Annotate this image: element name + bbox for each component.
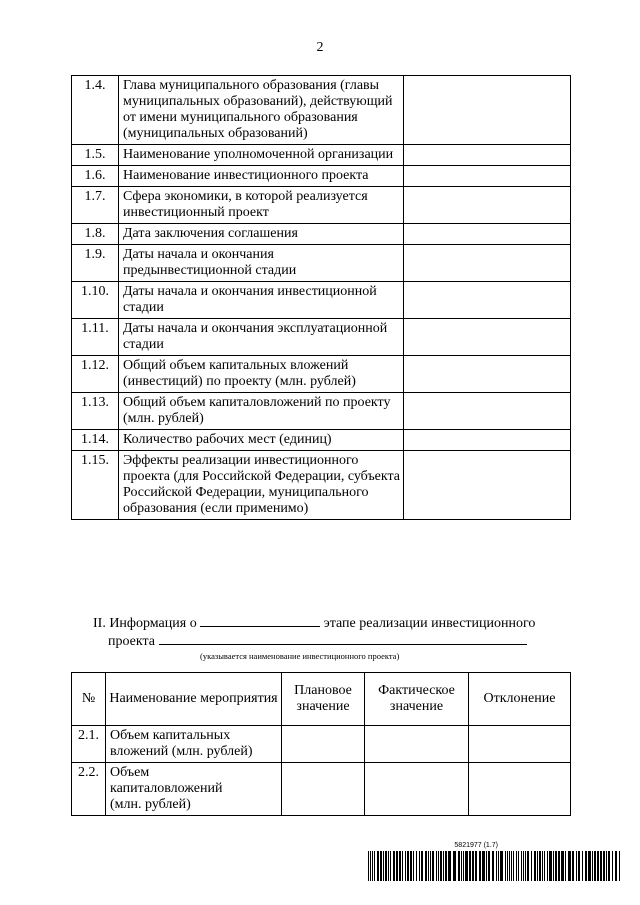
table-row <box>72 76 571 145</box>
table-row <box>72 726 571 763</box>
table-row <box>72 224 571 245</box>
barcode-code: 5821977 (1.7) <box>454 842 498 849</box>
header-actual-value: Фактическое значение <box>365 673 469 726</box>
table-row <box>72 451 571 520</box>
table-row <box>72 166 571 187</box>
table-row <box>72 245 571 282</box>
header-event-name: Наименование мероприятия <box>106 673 282 726</box>
row-value-cell[interactable] <box>404 451 571 520</box>
section-heading-line-2 <box>108 631 527 650</box>
table-row <box>72 393 571 430</box>
row-number: 1.6. <box>72 166 119 187</box>
row-number: 2.1. <box>72 726 106 763</box>
row-label: Даты начала и окончания эксплуатационной стадии <box>119 319 404 356</box>
row-number: 1.7. <box>72 187 119 224</box>
row-label: Общий объем капитальных вложений (инвестиций) по проекту (млн. рублей) <box>119 356 404 393</box>
deviation-cell[interactable] <box>469 726 571 763</box>
row-label: Глава муниципального образования (главы муниципальных образований), действующий от имени муниципального образования (муниципальных образований) <box>119 76 404 145</box>
table-header-row <box>72 673 571 726</box>
row-number: 2.2. <box>72 763 106 816</box>
stage-blank-field[interactable] <box>200 613 320 627</box>
row-number: 1.5. <box>72 145 119 166</box>
row-label: Количество рабочих мест (единиц) <box>119 430 404 451</box>
row-label: Наименование инвестиционного проекта <box>119 166 404 187</box>
row-value-cell[interactable] <box>404 356 571 393</box>
stage-info-table <box>71 672 571 816</box>
row-value-cell[interactable] <box>404 166 571 187</box>
row-value-cell[interactable] <box>404 76 571 145</box>
row-number: 1.13. <box>72 393 119 430</box>
deviation-cell[interactable] <box>469 763 571 816</box>
barcode-icon <box>368 851 620 881</box>
header-number: № <box>72 673 106 726</box>
row-label: Сфера экономики, в которой реализуется инвестиционный проект <box>119 187 404 224</box>
planned-value-cell[interactable] <box>282 726 365 763</box>
row-label: Даты начала и окончания предынвестиционной стадии <box>119 245 404 282</box>
page-number: 2 <box>316 40 324 55</box>
project-info-table <box>71 75 571 520</box>
table-row <box>72 430 571 451</box>
row-number: 1.12. <box>72 356 119 393</box>
row-value-cell[interactable] <box>404 187 571 224</box>
project-name-blank-field[interactable] <box>159 631 527 645</box>
row-number: 1.11. <box>72 319 119 356</box>
planned-value-cell[interactable] <box>282 763 365 816</box>
row-label: Объем капитальных вложений (млн. рублей) <box>106 726 282 763</box>
header-planned-value: Плановое значение <box>282 673 365 726</box>
row-value-cell[interactable] <box>404 430 571 451</box>
section-heading-line-1 <box>93 613 535 632</box>
row-number: 1.10. <box>72 282 119 319</box>
row-number: 1.4. <box>72 76 119 145</box>
actual-value-cell[interactable] <box>365 763 469 816</box>
row-value-cell[interactable] <box>404 282 571 319</box>
actual-value-cell[interactable] <box>365 726 469 763</box>
row-number: 1.15. <box>72 451 119 520</box>
header-deviation: Отклонение <box>469 673 571 726</box>
project-name-caption: (указывается наименование инвестиционного проекта) <box>200 651 400 661</box>
row-value-cell[interactable] <box>404 319 571 356</box>
table-row <box>72 187 571 224</box>
row-value-cell[interactable] <box>404 393 571 430</box>
row-label: Даты начала и окончания инвестиционной стадии <box>119 282 404 319</box>
row-number: 1.8. <box>72 224 119 245</box>
section-heading-middle: этапе реализации инвестиционного <box>323 616 536 631</box>
row-label: Общий объем капиталовложений по проекту (млн. рублей) <box>119 393 404 430</box>
row-number: 1.14. <box>72 430 119 451</box>
row-value-cell[interactable] <box>404 145 571 166</box>
table-row <box>72 282 571 319</box>
barcode-block <box>368 842 620 886</box>
row-value-cell[interactable] <box>404 245 571 282</box>
row-number: 1.9. <box>72 245 119 282</box>
section-heading-prefix: II. Информация о <box>93 616 197 631</box>
table-row <box>72 356 571 393</box>
table-row <box>72 145 571 166</box>
row-label: Дата заключения соглашения <box>119 224 404 245</box>
table-row <box>72 763 571 816</box>
row-label: Эффекты реализации инвестиционного проекта (для Российской Федерации, субъекта Российской Федерации, муниципального образования (если применимо) <box>119 451 404 520</box>
section-heading-line2-prefix: проекта <box>108 634 155 649</box>
table-row <box>72 319 571 356</box>
row-value-cell[interactable] <box>404 224 571 245</box>
row-label: Объем капиталовложений (млн. рублей) <box>106 763 282 816</box>
row-label: Наименование уполномоченной организации <box>119 145 404 166</box>
